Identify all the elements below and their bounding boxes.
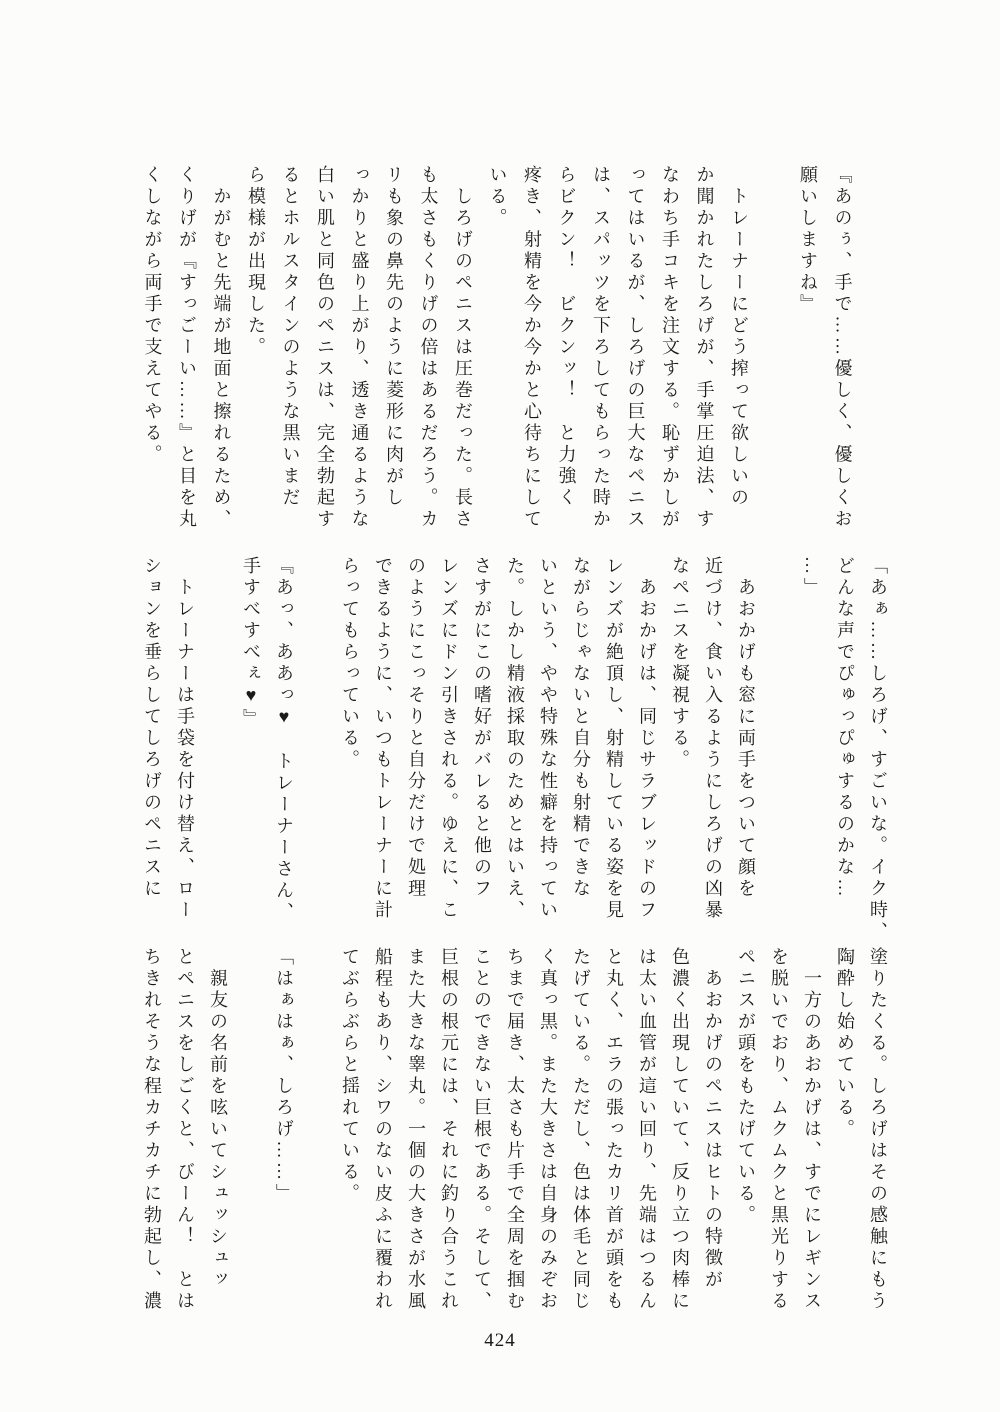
text-line: あおかげも窓に両手をついて顔を [736,556,756,900]
text-line: を脱いでおり、ムクムクと黒光りする [769,947,789,1313]
text-line: るとホルスタインのような黒いまだ [280,165,301,509]
text-line: と丸く、エラの張ったカリ首が頭をも [604,947,624,1313]
text-line: 色濃く出現していて、反り立つ肉棒に [670,947,690,1313]
text-line: とペニスをしごくと、びーん！ とは [175,947,195,1313]
text-line: レンズにドン引きされる。ゆえに、こ [439,556,459,922]
text-line: 近づけ、食い入るようにしろげの凶暴 [703,556,723,922]
text-line: なわち手コキを注文する。恥ずかしが [660,165,680,531]
text-line: らビクン！ ビクンッ！ と力強く [556,165,577,509]
text-line: ペニスが頭をもたげている。 [736,947,756,1227]
text-line: 手すべすべぇ♥』 [241,556,261,730]
text-line: ちまで届き、太さも片手で全周を掴む [505,947,525,1313]
text-line: のようにこっそりと自分だけで処理 [406,556,426,900]
text-line [234,947,267,1325]
text-line: さすがにこの嗜好がバレると他のフ [472,556,492,900]
text-line: トレーナーは手袋を付け替え、ロー [175,556,195,922]
text-line: 塗りたくる。しろげはその感触にもう [868,947,888,1313]
text-line: しろげのペニスは圧巻だった。長さ [453,165,473,531]
text-line: は太い血管が這い回り、先端はつるん [637,947,657,1313]
text-band-top [135,165,894,543]
text-line: 疼き、射精を今か今かと心待ちにして [522,165,542,531]
text-line: も太さもくりげの倍はあるだろう。カ [418,165,439,531]
text-line: 船程もあり、シワのない皮ふに覆われ [373,947,393,1313]
text-line [300,556,333,934]
text-line: なペニスを凝視する。 [670,556,690,771]
text-line: また大きな睾丸。一個の大きさが水風 [406,947,426,1313]
text-line: 親友の名前を呟いてシュッシュッ [208,947,228,1291]
text-line: くしながら両手で支えてやる。 [142,165,163,466]
text-line: いる。 [487,165,508,230]
text-line [300,947,333,1325]
text-line: く真っ黒。また大きさは自身のみぞお [538,947,558,1313]
text-line: ことのできない巨根である。そして、 [472,947,492,1313]
text-line: あおかげは、同じサラブレッドのフ [637,556,657,922]
text-line: どんな声でぴゅっぴゅするのかな… [835,556,855,900]
text-line: 『あのぅ、手で……優しく、優しくお [832,165,853,531]
text-line: レンズが絶頂し、射精している姿を見 [604,556,624,922]
text-band-middle [135,556,894,943]
text-line: は、スパッツを下ろしてもらった時か [591,165,611,531]
text-line: 願いしますね』 [798,165,818,316]
text-line: てぶらぶらと揺れている。 [340,947,360,1205]
text-line: か聞かれたしろげが、手掌圧迫法、す [694,165,715,531]
text-line: 『あっ、ああっ♥ トレーナーさん、 [274,556,294,924]
page-number: 424 [484,1330,516,1351]
text-line: 「あぁ……しろげ、すごいな。イク時、 [868,556,888,943]
text-line: 「はぁはぁ、しろげ……」 [274,947,294,1205]
text-line: ってはいるが、しろげの巨大なペニス [625,165,646,531]
text-line [756,165,791,543]
text-line: …」 [802,556,822,599]
text-line: た。しかし精液採取のためとはいえ、 [505,556,525,922]
text-line: くりげが『すっごーい……』と目を丸 [177,165,197,531]
text-line: っかりと盛り上がり、透き通るような [349,165,370,531]
text-line [201,556,234,934]
text-line: 陶酔し始めている。 [835,947,855,1141]
text-line: あおかげのペニスはヒトの特徴が [703,947,723,1291]
text-line: できるように、いつもトレーナーに計 [373,556,393,922]
text-line: 一方のあおかげは、すでにレギンス [802,947,822,1313]
text-line: 巨根の根元には、それに釣り合うこれ [439,947,459,1313]
text-line: たげている。ただし、色は体毛と同じ [571,947,591,1313]
text-line [860,165,895,543]
text-line: ションを垂らしてしろげのペニスに [142,556,162,900]
text-line: ら模様が出現した。 [246,165,266,359]
text-line: ながらじゃないと自分も射精できな [571,556,591,900]
text-line: いという、やや特殊な性癖を持ってい [538,556,558,922]
text-line: かがむと先端が地面と擦れるため、 [211,165,232,531]
text-line: らってもらっている。 [340,556,360,771]
text-line: ちきれそうな程カチカチに勃起し、濃 [142,947,162,1313]
text-line: リも象の鼻先のように菱形に肉がし [384,165,404,509]
text-line [762,556,795,934]
text-line: 白い肌と同色のペニスは、完全勃起す [315,165,335,531]
text-band-bottom [135,947,894,1325]
text-line: トレーナーにどう搾って欲しいの [729,165,749,509]
